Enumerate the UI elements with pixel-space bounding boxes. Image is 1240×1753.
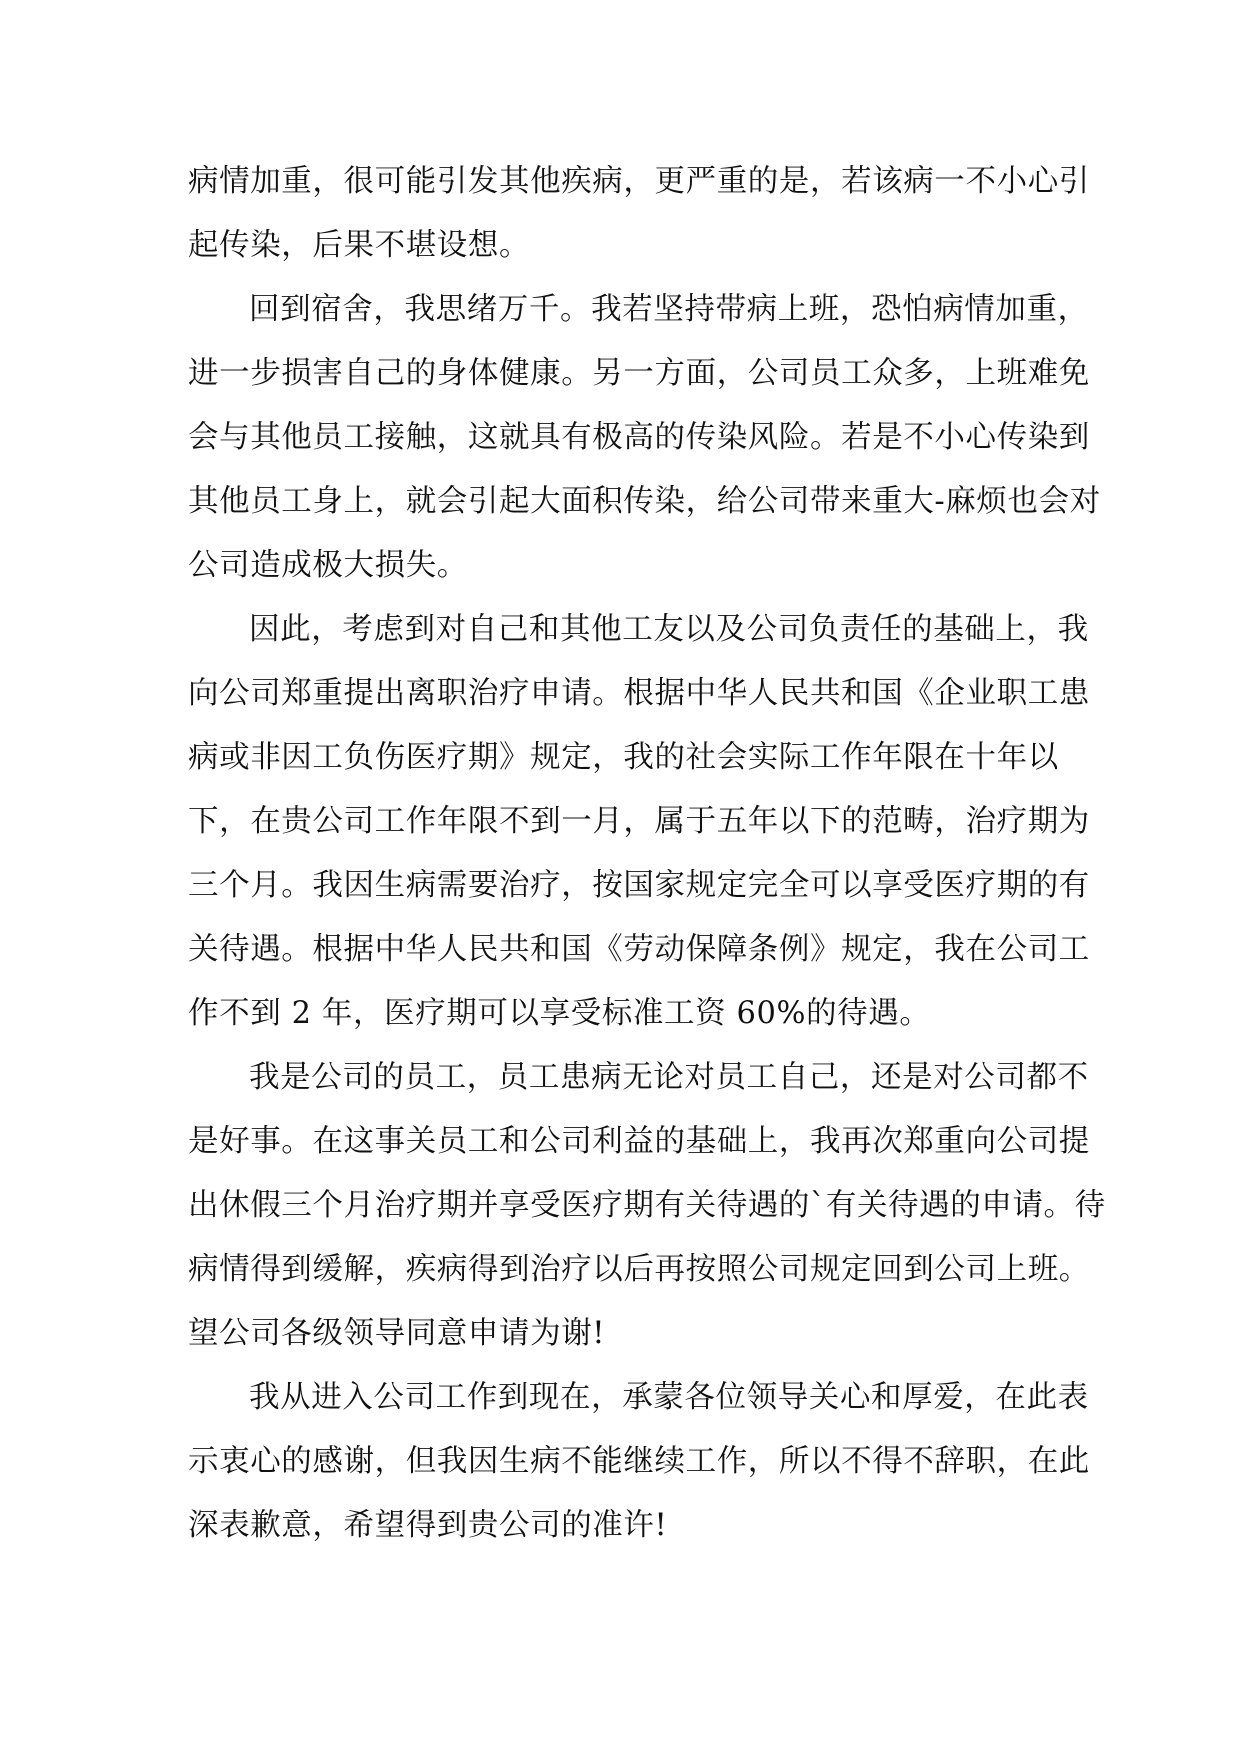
text-line: 下，在贵公司工作年限不到一月，属于五年以下的范畴，治疗期为 (188, 804, 1090, 839)
text-line: 进一步损害自己的身体健康。另一方面，公司员工众多，上班难免 (188, 356, 1090, 391)
text-line: 示衷心的感谢，但我因生病不能继续工作，所以不得不辞职，在此 (188, 1444, 1090, 1479)
text-line: 公司造成极大损失。 (188, 548, 468, 583)
text-line: 因此，考虑到对自己和其他工友以及公司负责任的基础上，我 (249, 612, 1089, 647)
text-line: 会与其他员工接触，这就具有极高的传染风险。若是不小心传染到 (188, 420, 1090, 455)
text-line: 关待遇。根据中华人民共和国《劳动保障条例》规定，我在公司工 (188, 932, 1090, 967)
text-line: 起传染，后果不堪设想。 (188, 228, 531, 263)
text-line: 我从进入公司工作到现在，承蒙各位领导关心和厚爱，在此表 (249, 1380, 1089, 1415)
text-line: 病或非因工负伤医疗期》规定，我的社会实际工作年限在十年以 (188, 740, 1059, 775)
text-line: 出休假三个月治疗期并享受医疗期有关待遇的`有关待遇的申请。待 (188, 1188, 1106, 1223)
text-line: 是好事。在这事关员工和公司利益的基础上，我再次郑重向公司提 (188, 1124, 1090, 1159)
text-line: 向公司郑重提出离职治疗申请。根据中华人民共和国《企业职工患 (188, 676, 1090, 711)
text-line: 深表歉意，希望得到贵公司的准许! (188, 1508, 668, 1543)
text-line: 病情得到缓解，疾病得到治疗以后再按照公司规定回到公司上班。 (188, 1252, 1090, 1287)
text-line: 三个月。我因生病需要治疗，按国家规定完全可以享受医疗期的有 (188, 868, 1090, 903)
document-body (188, 150, 1106, 1558)
text-line: 其他员工身上，就会引起大面积传染，给公司带来重大-麻烦也会对 (188, 484, 1101, 519)
text-line: 病情加重，很可能引发其他疾病，更严重的是，若该病一不小心引 (188, 164, 1090, 199)
text-line: 作不到 2 年，医疗期可以享受标准工资 60%的待遇。 (188, 996, 931, 1031)
text-line: 我是公司的员工，员工患病无论对员工自己，还是对公司都不 (249, 1060, 1089, 1095)
text-line: 望公司各级领导同意申请为谢! (188, 1316, 606, 1351)
text-line: 回到宿舍，我思绪万千。我若坚持带病上班，恐怕病情加重， (249, 292, 1089, 327)
